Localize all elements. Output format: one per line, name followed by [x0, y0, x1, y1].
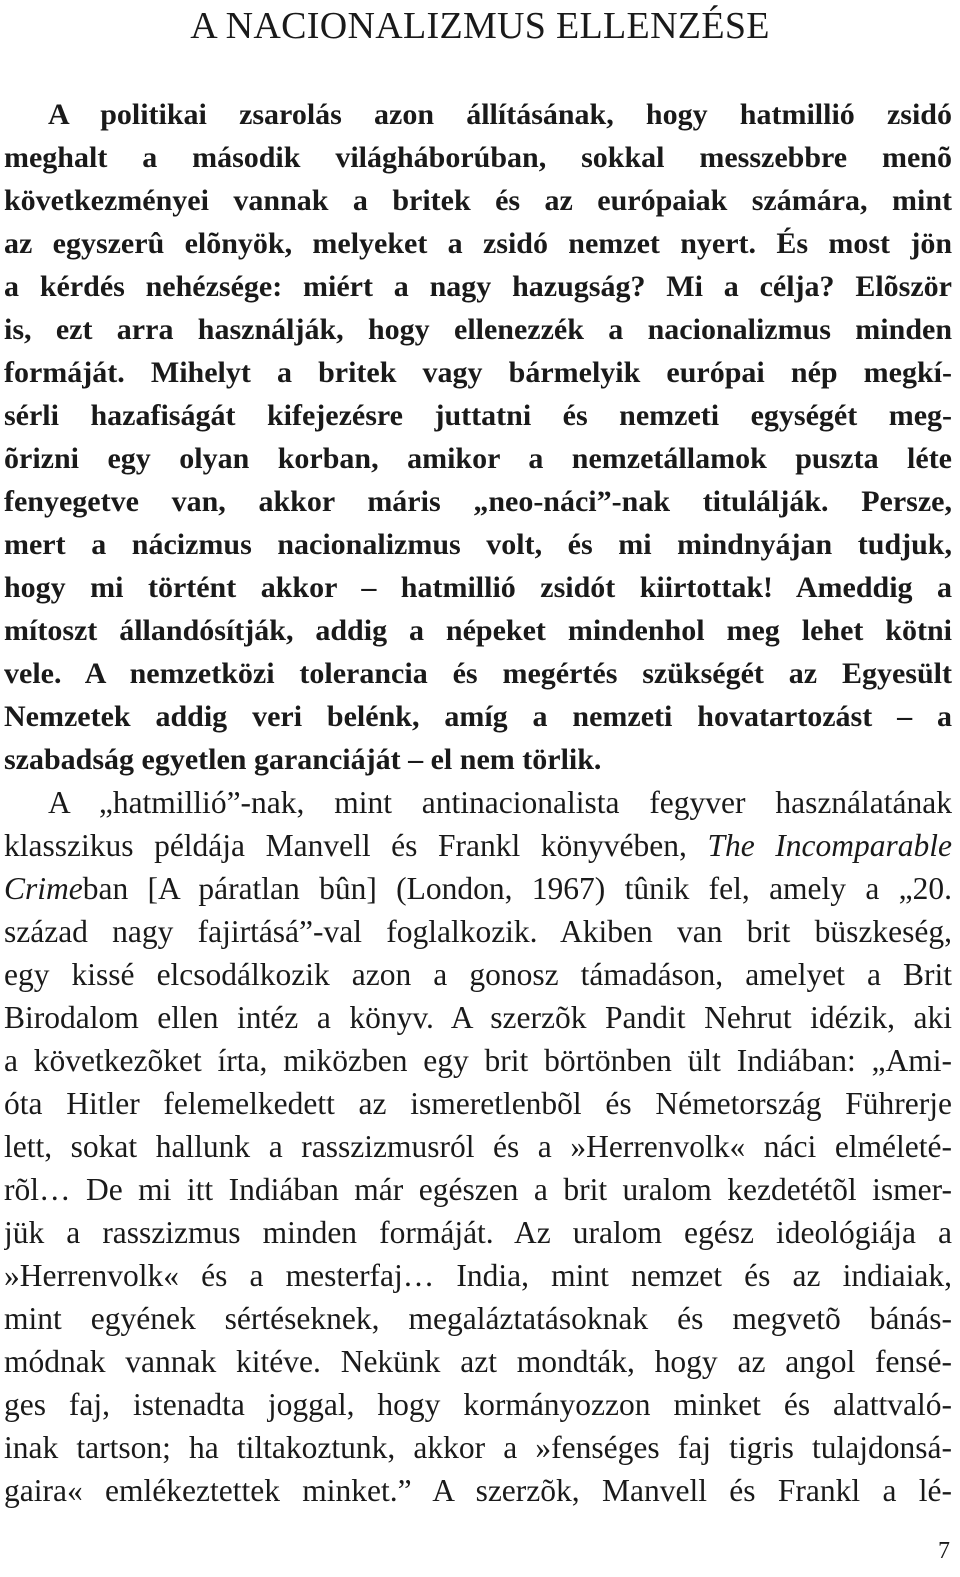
text-line — [4, 394, 952, 437]
text-segment: a következõket írta, miközben egy brit börtönben ült Indiában: „Ami- — [4, 1043, 952, 1078]
text-segment: meghalt a második világháborúban, sokkal messzebbre menõ — [4, 141, 952, 174]
text-line — [4, 867, 952, 910]
text-segment: lett, sokat hallunk a rasszizmusról és a »Herrenvolk« náci elméleté- — [4, 1129, 952, 1164]
text-line — [4, 1039, 952, 1082]
text-line — [4, 1211, 952, 1254]
text-line — [4, 1469, 952, 1512]
text-line — [4, 1082, 952, 1125]
text-segment: mint egyének sértéseknek, megaláztatásoknak és megvetõ bánás- — [4, 1301, 952, 1336]
text-line — [4, 136, 952, 179]
text-segment: fenyegetve van, akkor máris „neo-náci”-nak titulálják. Persze, — [4, 485, 952, 518]
text-segment: Crime — [4, 871, 83, 906]
text-line — [4, 1426, 952, 1469]
page-number: 7 — [938, 1538, 950, 1564]
text-segment: inak tartson; ha tiltakoztunk, akkor a »fenséges faj tigris tulajdonsá- — [4, 1430, 952, 1465]
text-line — [4, 1168, 952, 1211]
text-line — [4, 480, 952, 523]
text-segment: ges faj, istenadta joggal, hogy kormányozzon minket és alattvaló- — [4, 1387, 952, 1422]
text-segment: klasszikus példája Manvell és Frankl könyvében, — [4, 828, 708, 863]
text-line — [4, 1125, 952, 1168]
text-line — [4, 652, 952, 695]
text-segment: vele. A nemzetközi tolerancia és megértés szükségét az Egyesült — [4, 657, 952, 690]
text-segment: gaira« emlékeztettek minket.” A szerzõk, Manvell és Frankl a lé- — [4, 1473, 952, 1508]
text-line — [4, 566, 952, 609]
text-segment: a kérdés nehézsége: miért a nagy hazugság? Mi a célja? Elõször — [4, 270, 952, 303]
text-segment: A „hatmillió”-nak, mint antinacionalista fegyver használatának — [48, 785, 952, 820]
text-segment: mert a nácizmus nacionalizmus volt, és mi mindnyájan tudjuk, — [4, 528, 952, 561]
text-segment: The Incomparable — [707, 828, 952, 863]
text-segment: mítoszt állandósítják, addig a népeket mindenhol meg lehet kötni — [4, 614, 952, 647]
text-line — [4, 523, 952, 566]
text-segment: Nemzetek addig veri belénk, amíg a nemzeti hovatartozást – a — [4, 700, 952, 733]
text-segment: hogy mi történt akkor – hatmillió zsidót kiirtottak! Ameddig a — [4, 571, 952, 604]
text-segment: következményei vannak a britek és az európaiak számára, mint — [4, 184, 952, 217]
text-line — [4, 93, 952, 136]
text-line — [4, 1383, 952, 1426]
page-title: A NACIONALIZMUS ELLENZÉSE — [190, 5, 770, 47]
text-line — [4, 953, 952, 996]
text-line — [4, 781, 952, 824]
text-segment: A politikai zsarolás azon állításának, hogy hatmillió zsidó — [48, 98, 952, 131]
text-segment: óta Hitler felemelkedett az ismeretlenbõl és Németország Führerje — [4, 1086, 952, 1121]
text-line — [4, 1254, 952, 1297]
text-segment: század nagy fajirtásá”-val foglalkozik. Akiben van brit büszkeség, — [4, 914, 952, 949]
text-segment: »Herrenvolk« és a mesterfaj… India, mint nemzet és az indiaiak, — [4, 1258, 952, 1293]
text-segment: rõl… De mi itt Indiában már egészen a brit uralom kezdetétõl ismer- — [4, 1172, 952, 1207]
text-segment: jük a rasszizmus minden formáját. Az uralom egész ideológiája a — [4, 1215, 952, 1250]
text-segment: ban [A páratlan bûn] (London, 1967) tûnik fel, amely a „20. — [82, 871, 952, 906]
text-line — [4, 609, 952, 652]
text-line — [4, 351, 952, 394]
text-segment: az egyszerû elõnyök, melyeket a zsidó nemzet nyert. És most jön — [4, 227, 952, 260]
text-segment: egy kissé elcsodálkozik azon a gonosz támadáson, amelyet a Brit — [4, 957, 952, 992]
body-text — [4, 93, 952, 1512]
text-line — [4, 1297, 952, 1340]
text-segment: õrizni egy olyan korban, amikor a nemzetállamok puszta léte — [4, 442, 952, 475]
text-line — [4, 996, 952, 1039]
text-line — [4, 308, 952, 351]
text-line — [4, 179, 952, 222]
text-segment: sérli hazafiságát kifejezésre juttatni és nemzeti egységét meg- — [4, 399, 952, 432]
text-line — [4, 1340, 952, 1383]
text-segment: módnak vannak kitéve. Nekünk azt mondták, hogy az angol fensé- — [4, 1344, 952, 1379]
text-segment: szabadság egyetlen garanciáját – el nem törlik. — [4, 743, 602, 776]
text-segment: Birodalom ellen intéz a könyv. A szerzõk Pandit Nehrut idézik, aki — [4, 1000, 952, 1035]
text-line — [4, 222, 952, 265]
text-segment: formáját. Mihelyt a britek vagy bármelyik európai nép megkí- — [4, 356, 952, 389]
text-line — [4, 695, 952, 738]
text-line — [4, 738, 952, 781]
text-line — [4, 824, 952, 867]
text-line — [4, 910, 952, 953]
text-line — [4, 265, 952, 308]
text-segment: is, ezt arra használják, hogy ellenezzék a nacionalizmus minden — [4, 313, 952, 346]
text-line — [4, 437, 952, 480]
